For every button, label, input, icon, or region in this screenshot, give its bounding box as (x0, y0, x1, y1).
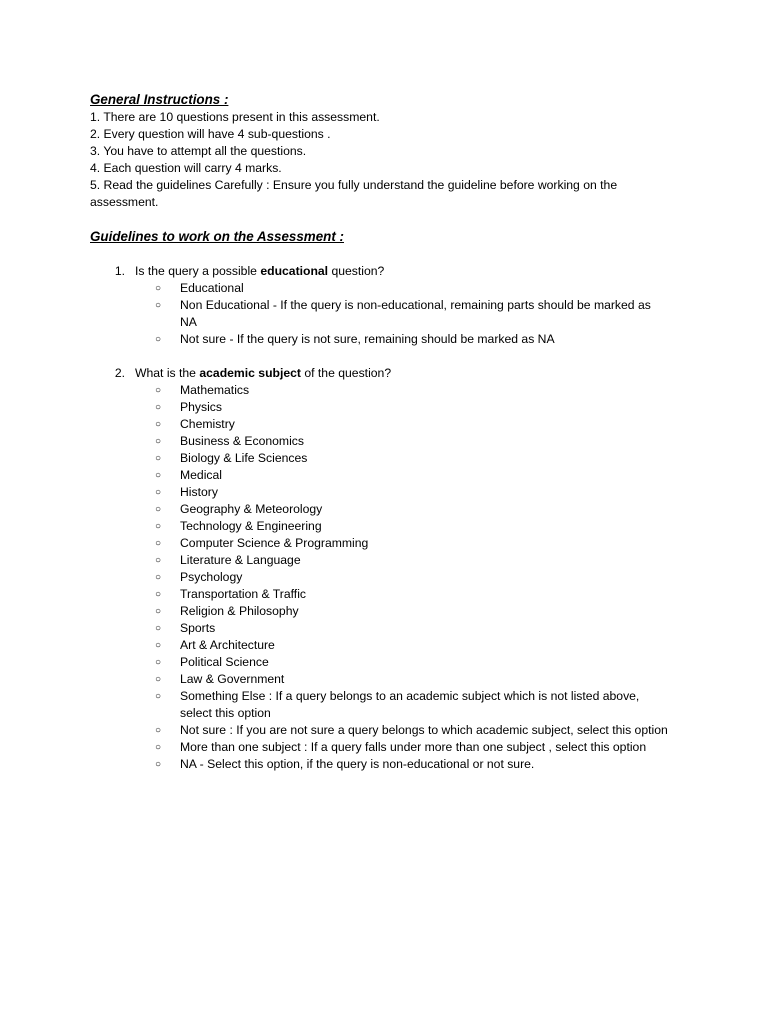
hollow-circle-icon: ○ (155, 555, 162, 566)
option-text: Not sure : If you are not sure a query belongs to which academic subject, select this option (180, 723, 668, 737)
hollow-circle-icon: ○ (155, 436, 162, 447)
question-text-prefix: Is the query a possible (135, 264, 261, 278)
option-item (155, 467, 668, 484)
instruction-item: 4. Each question will carry 4 marks. (90, 161, 282, 175)
option-text: Religion & Philosophy (180, 604, 299, 618)
option-text: Psychology (180, 570, 243, 584)
option-item (155, 620, 668, 637)
option-text: Transportation & Traffic (180, 587, 306, 601)
hollow-circle-icon: ○ (155, 742, 162, 753)
hollow-circle-icon: ○ (155, 504, 162, 515)
option-item (155, 569, 668, 586)
hollow-circle-icon: ○ (155, 300, 162, 311)
question-line (90, 365, 668, 382)
option-item (155, 688, 668, 722)
option-text: Not sure - If the query is not sure, remaining should be marked as NA (180, 332, 555, 346)
hollow-circle-icon: ○ (155, 623, 162, 634)
option-text: Art & Architecture (180, 638, 275, 652)
option-item (155, 382, 668, 399)
option-item (155, 671, 668, 688)
hollow-circle-icon: ○ (155, 385, 162, 396)
option-text: Something Else : If a query belongs to an academic subject which is not listed above, select this option (180, 689, 640, 720)
option-item (155, 535, 668, 552)
hollow-circle-icon: ○ (155, 657, 162, 668)
option-text: Geography & Meteorology (180, 502, 323, 516)
question-text-prefix: What is the (135, 366, 200, 380)
question-line (90, 263, 668, 280)
instruction-item: 1. There are 10 questions present in this assessment. (90, 110, 380, 124)
option-text: Computer Science & Programming (180, 536, 369, 550)
question-text (135, 263, 668, 280)
question-keyword: academic subject (199, 366, 301, 380)
hollow-circle-icon: ○ (155, 725, 162, 736)
hollow-circle-icon: ○ (155, 487, 162, 498)
question-item (90, 263, 668, 348)
option-item (155, 654, 668, 671)
option-text: Business & Economics (180, 434, 304, 448)
instruction-item: 3. You have to attempt all the questions. (90, 144, 307, 158)
hollow-circle-icon: ○ (155, 521, 162, 532)
option-text: Political Science (180, 655, 269, 669)
option-item (155, 450, 668, 467)
question-text-suffix: of the question? (300, 366, 392, 380)
option-item (155, 416, 668, 433)
hollow-circle-icon: ○ (155, 589, 162, 600)
question-text-suffix: question? (328, 264, 385, 278)
option-item (155, 739, 668, 756)
option-item (155, 280, 668, 297)
hollow-circle-icon: ○ (155, 572, 162, 583)
option-text: Sports (180, 621, 216, 635)
option-text: Non Educational - If the query is non-educational, remaining parts should be marked as NA (180, 298, 651, 329)
hollow-circle-icon: ○ (155, 402, 162, 413)
option-text: Mathematics (180, 383, 250, 397)
question-item (90, 365, 668, 773)
option-item (155, 297, 668, 331)
hollow-circle-icon: ○ (155, 419, 162, 430)
question-number: 1. (114, 264, 125, 278)
question-keyword: educational (260, 264, 329, 278)
option-text: Chemistry (180, 417, 235, 431)
option-list (90, 280, 668, 348)
hollow-circle-icon: ○ (155, 606, 162, 617)
option-item (155, 399, 668, 416)
option-text: Technology & Engineering (180, 519, 322, 533)
option-text: Law & Government (180, 672, 285, 686)
option-item (155, 586, 668, 603)
hollow-circle-icon: ○ (155, 334, 162, 345)
option-item (155, 756, 668, 773)
hollow-circle-icon: ○ (155, 691, 162, 702)
question-number: 2. (114, 366, 125, 380)
general-instructions-heading: General Instructions : (90, 92, 229, 107)
general-instructions-list (90, 109, 668, 211)
hollow-circle-icon: ○ (155, 640, 162, 651)
option-item (155, 518, 668, 535)
hollow-circle-icon: ○ (155, 470, 162, 481)
hollow-circle-icon: ○ (155, 759, 162, 770)
guidelines-heading: Guidelines to work on the Assessment : (90, 229, 344, 244)
option-item (155, 331, 668, 348)
option-text: Medical (180, 468, 222, 482)
option-item (155, 637, 668, 654)
option-text: History (180, 485, 218, 499)
option-item (155, 722, 668, 739)
hollow-circle-icon: ○ (155, 674, 162, 685)
option-item (155, 433, 668, 450)
option-text: Biology & Life Sciences (180, 451, 308, 465)
option-text: NA - Select this option, if the query is non-educational or not sure. (180, 757, 535, 771)
instruction-item: 5. Read the guidelines Carefully : Ensure you fully understand the guideline before working on the assessment. (90, 178, 618, 209)
option-item (155, 484, 668, 501)
question-text (135, 365, 668, 382)
option-text: Educational (180, 281, 244, 295)
option-text: Literature & Language (180, 553, 301, 567)
option-item (155, 501, 668, 518)
option-text: Physics (180, 400, 222, 414)
instruction-item: 2. Every question will have 4 sub-questions . (90, 127, 331, 141)
option-item (155, 552, 668, 569)
option-text: More than one subject : If a query falls under more than one subject , select this option (180, 740, 647, 754)
hollow-circle-icon: ○ (155, 453, 162, 464)
option-item (155, 603, 668, 620)
hollow-circle-icon: ○ (155, 283, 162, 294)
option-list (90, 382, 668, 773)
hollow-circle-icon: ○ (155, 538, 162, 549)
guideline-questions (90, 263, 668, 773)
